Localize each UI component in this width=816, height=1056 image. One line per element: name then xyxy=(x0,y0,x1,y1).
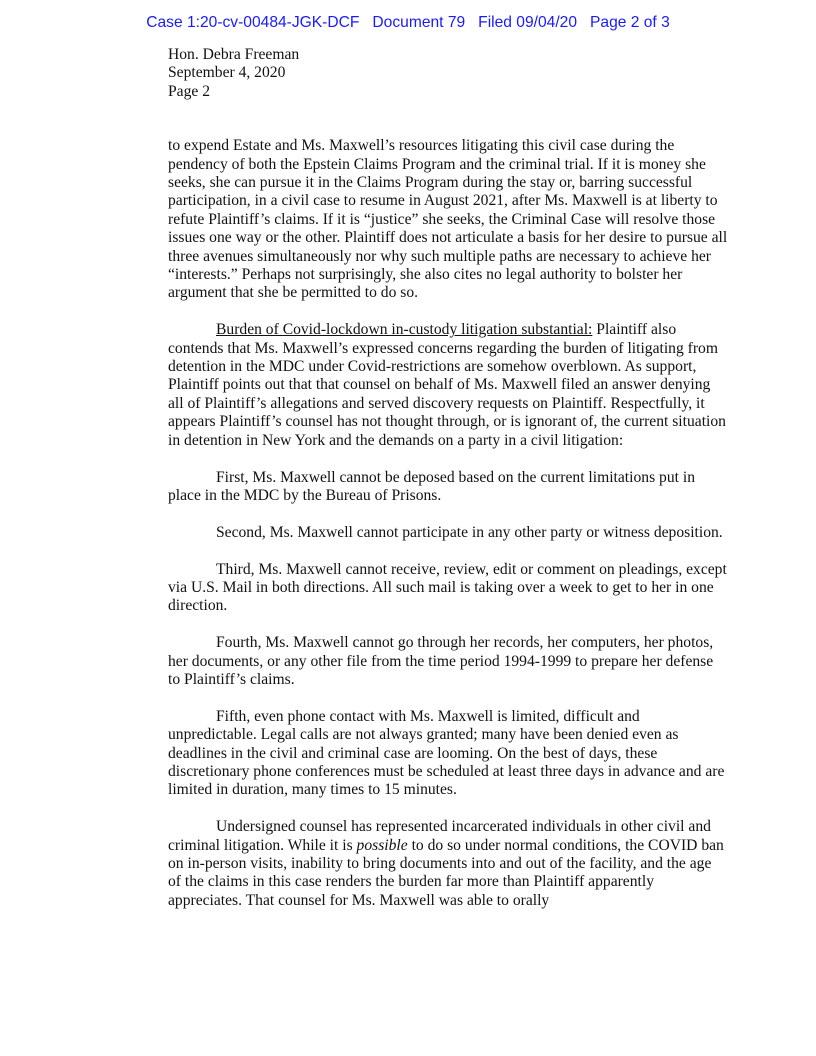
paragraph-second: Second, Ms. Maxwell cannot participate in any other party or witness deposition. xyxy=(216,523,723,541)
counsel-emphasis: possible xyxy=(356,836,408,854)
letter-header xyxy=(168,46,728,101)
paragraph-continuation: to expend Estate and Ms. Maxwell’s resources litigating this civil case during the pendency of both the Epstein Claims Program and the criminal trial. If it is money she seeks, she can pursue it in the Claims Program during the stay or, barring successful participation, in a civil case to resume in August 2021, after Ms. Maxwell is at liberty to refute Plaintiff’s claims. If it is “justice” she seeks, the Criminal Case will resolve those issues one way or the other. Plaintiff does not articulate a basis for her desire to pursue all three avenues simultaneously nor why such multiple paths are necessary to achieve her “interests.” Perhaps not surprisingly, she also cites no legal authority to bolster her argument that she be permitted to do so. xyxy=(168,137,728,302)
paragraph-fifth: Fifth, even phone contact with Ms. Maxwell is limited, difficult and unpredictable. Legal calls are not always granted; many have been denied even as deadlines in the civil and criminal case are looming. On the best of days, these discretionary phone conferences must be scheduled at least three days in advance and are limited in duration, many times to 15 minutes. xyxy=(168,707,725,799)
counsel-text-after: to do so under normal conditions, the COVID ban on in-person visits, inability to bring documents into and out of the facility, and the age of the claims in this case renders the burden far more than Plaintiff apparently appreciates. That counsel for Ms. Maxwell was able to orally xyxy=(168,836,724,909)
paragraph-third: Third, Ms. Maxwell cannot receive, review, edit or comment on pleadings, except via U.S. Mail in both directions. All such mail is taking over a week to get to her in one direction. xyxy=(168,560,727,615)
recipient-name: Hon. Debra Freeman xyxy=(168,46,300,63)
letter-date: September 4, 2020 xyxy=(168,64,286,82)
ecf-filing-header: Case 1:20-cv-00484-JGK-DCF Document 79 Filed 09/04/20 Page 2 of 3 xyxy=(146,14,670,31)
paragraph-burden xyxy=(168,321,728,450)
paragraph-counsel xyxy=(168,818,728,910)
paragraph-fourth: Fourth, Ms. Maxwell cannot go through her records, her computers, her photos, her documents, or any other file from the time period 1994-1999 to prepare her defense to Plaintiff’s claims. xyxy=(168,634,714,688)
burden-heading: Burden of Covid-lockdown in-custody litigation substantial: xyxy=(216,321,593,339)
burden-body: Plaintiff also contends that Ms. Maxwell’s expressed concerns regarding the burden of litigating from detention in the MDC under Covid-restrictions are somehow overblown. As support, Plaintiff points out that that counsel on behalf of Ms. Maxwell filed an answer denying all of Plaintiff’s allegations and served discovery requests on Plaintiff. Respectfully, it appears Plaintiff’s counsel has not thought through, or is ignorant of, the current situation in detention in New York and the demands on a party in a civil litigation: xyxy=(168,321,726,449)
page-label: Page 2 xyxy=(168,82,211,100)
paragraph-first: First, Ms. Maxwell cannot be deposed based on the current limitations put in place in the MDC by the Bureau of Prisons. xyxy=(168,468,695,504)
counsel-text-before: Undersigned counsel has represented incarcerated individuals in other civil and criminal litigation. While it is xyxy=(168,818,711,854)
letter-page xyxy=(168,46,728,910)
